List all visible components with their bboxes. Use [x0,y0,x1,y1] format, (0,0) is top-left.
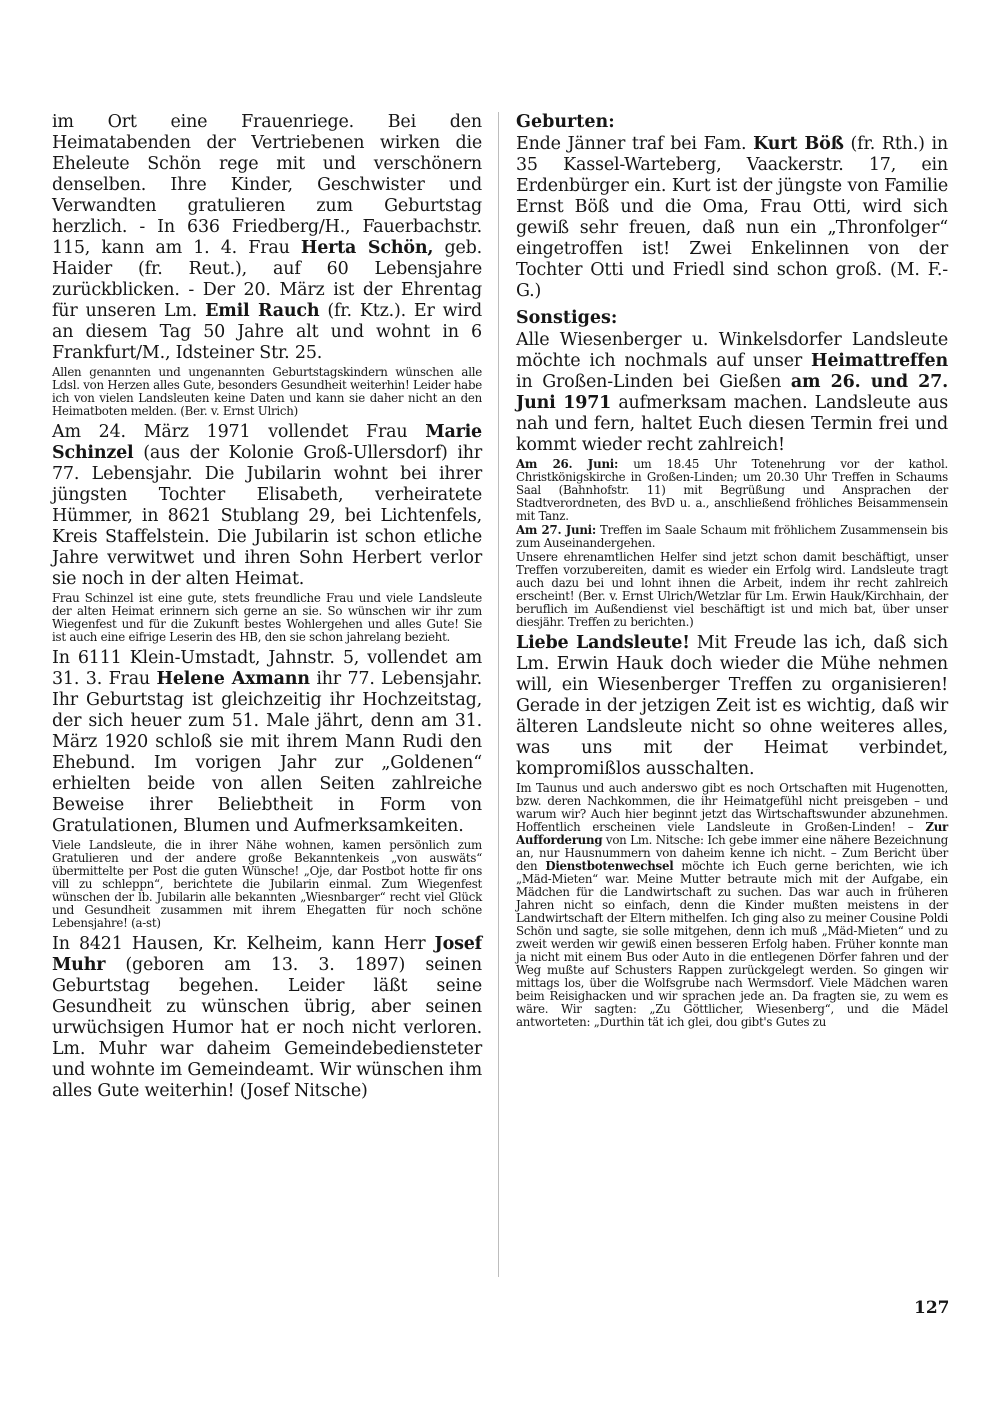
text-run: im Ort eine Frauenriege. Bei den Heimatabenden der Vertriebenen wirken die Eheleute Schön rege mit und verschönern denselben. Ihre Kinder, Geschwister und Verwandten gratulieren zum Geburtstag herzlich. - In 636 Friedberg/H., Fauerbachstr. 115, kann am 1. 4. Frau [52,112,482,258]
paragraph-frauenriege [52,112,482,364]
text-run: (fr. Rth.) in 35 Kassel-Warteberg, Vaackerstr. 17, ein Erdenbürger ein. Kurt ist der jüngste von Familie Ernst Böß und die Oma, Frau Otti, wird sich gewiß sehr freuen, daß nun ein „Thronfolger“ eingetroffen ist! Zwei Enkelinnen von der Tochter Otti und Friedl sind schon groß. (M. F.-G.) [516,134,949,301]
name-marie-schinzel: Marie Schinzel [52,422,482,463]
text-run: In 6111 Klein-Umstadt, Jahnstr. 5, vollendet am 31. 3. Frau [52,648,482,689]
paragraph-liebe-landsleute [516,633,948,780]
text-run: Im Taunus und auch anderswo gibt es noch Ortschaften mit Hugenotten, bzw. deren Nachkommen, die ihr Heimatgefühl nicht preisgeben – und warum wir? Auch hier beginnt jetzt das Wirtschaftswunder abzunehmen. Hoffentlich erscheinen viele Landsleute in Großen-Linden! – [516,781,948,834]
date-june: am 26. und 27. Juni 1971 [516,372,948,413]
text-run: Alle Wiesenberger u. Winkelsdorfer Landsleute möchte ich nochmals auf unser [516,330,948,371]
column-divider [498,112,499,1277]
text-run: Ende Jänner traf bei Fam. [516,134,754,154]
right-column [516,112,948,1033]
salutation: Liebe Landsleute! [516,633,690,653]
paragraph-helene-axmann [52,648,482,837]
paragraph-axmann-wishes: Viele Landsleute, die in ihrer Nähe wohnen, kamen persönlich zum Gratulieren und der andere große Bekanntenkeis „von auswäts“ übermittelte per Post die guten Wünsche! „Oje, dar Postbot hotte fir ons vill zu schleppn“, berichtete die Jubilarin einmal. Zum Wiegenfest wünschen der lb. Jubilarin alle bekannten „Wiesnbarger“ recht viel Glück und Gesundheit zusammen mit ihrem Ehegatten für noch schöne Lebensjahre! (a-st) [52,838,482,930]
name-helene-axmann: Helene Axmann [156,669,310,689]
paragraph-june-27 [516,524,948,550]
text-run: von Lm. Nitsche: Ich gebe immer eine nähere Bezeichnung an, nur Hausnummern von daheim kenne ich nicht. – Zum Bericht über den [516,833,948,873]
heading-births: Geburten: [516,112,615,132]
text-run: (fr. Ktz.). Er wird an diesem Tag 50 Jahre alt und wohnt in 6 Frankfurt/M., Idsteiner Str. 25. [52,301,482,363]
text-run: möchte ich Euch gerne berichten, wie ich „Mäd-Mieten“ war. Meine Mutter betraute mich mit der Aufgabe, ein Mädchen für die Landwirtschaft zu suchen. Das war auch in früheren Jahren nicht so einfach, denn die Kinder mußten meistens in der Landwirtschaft der Eltern mithelfen. Ich ging also zu meiner Cousine Poldi Schön und sagte, sie solle mitgehen, denn ich muß „Mäd-Mieten“ und zu zweit werden wir gewiß einen besseren Erfolg haben. Früher konnte man ja nicht mit einem Bus oder Auto in die entlegenen Dörfer fahren und der Weg mußte auf Schusters Rappen zurückgelegt werden. So gingen wir mittags los, über die Wolfsgrube nach Wermsdorf. Viele Mädchen waren beim Reisighacken und wir sprachen jede an. Da fragten sie, zu wem es wäre. Wir sagten: „Zu Göttlicher, Wiesenberg“, und die Mädel antworteten: „Durthin tät ich glei, dou gibt's Gutes zu [516,859,949,1029]
paragraph-june-26 [516,458,948,523]
text-run: in Großen-Linden bei Gießen [516,372,791,392]
name-kurt-boess: Kurt Böß [753,134,844,154]
paragraph-schinzel-wishes: Frau Schinzel ist eine gute, stets freundliche Frau und viele Landsleute der alten Heimat erinnern sich gerne an sie. So wünschen wir ihr zum Wiegenfest und für die Zukunft bestes Wohlergehen und alles Gute! Sie ist auch eine eifrige Leserin des HB, den sie schon jahrelang bezieht. [52,591,482,644]
text-run: um 18.45 Uhr Totenehrung vor der kathol. Christkönigskirche in Großen-Linden; um 20.30 Uhr Treffen in Schaums Saal (Bahnhofstr. 11) mit Begrüßung und Ansprachen der Stadtverordneten, des BvD u. a., anschließend fröhliches Beisammensein mit Tanz. [516,457,948,523]
name-josef-muhr: Josef Muhr [52,934,482,975]
paragraph-taunus [516,782,948,1029]
text-run: ihr 77. Lebensjahr. Ihr Geburtstag ist gleichzeitig ihr Hochzeitstag, der sich heuer zum 51. Male jährt, denn am 31. März 1920 schloß sie mit ihrem Mann Rudi den Ehebund. Im vorigen Jahr zur „Goldenen“ erhielten beide von allen Seiten zahlreiche Beweise ihrer Beliebtheit in Form von Gratulationen, Blumen und Aufmerksamkeiten. [52,669,482,836]
text-run: (aus der Kolonie Groß-Ullersdorf) ihr 77. Lebensjahr. Die Jubilarin wohnt bei ihrer jüngsten Tochter Elisabeth, verheiratete Hümmer, in 8621 Stublang 29, bei Lichtenfels, Kreis Staffelstein. Die Jubilarin ist schon etliche Jahre verwitwet und ihren Sohn Herbert verlor sie noch in der alten Heimat. [52,443,482,589]
text-run: Mit Freude las ich, daß sich Lm. Erwin Hauk doch wieder die Mühe nehmen will, ein Wiesenberger Treffen zu organisieren! Gerade in der jetzigen Zeit ist es wichtig, daß wir älteren Landsleute nicht so ohne weiteres alles, was uns mit der Heimat verbindet, kompromißlos ausschalten. [516,633,948,779]
text-run: aufmerksam machen. Landsleute aus nah und fern, haltet Euch diesen Termin frei und kommt wieder recht zahlreich! [516,393,948,455]
paragraph-kurt-boess [516,134,948,302]
text-run: Treffen im Saale Schaum mit fröhlichem Zusammensein bis zum Auseinandergehen. [516,523,948,550]
term-dienstbotenwechsel: Dienstbotenwechsel [545,859,674,873]
text-run: (geboren am 13. 3. 1897) seinen Geburtstag begehen. Leider läßt seine Gesundheit zu wünschen übrig, aber seinen urwüchsigen Humor hat er noch nicht verloren. Lm. Muhr war daheim Gemeindebediensteter und wohnte im Gemeindeamt. Wir wünschen ihm alles Gute weiterhin! (Josef Nitsche) [52,955,482,1101]
name-herta-schoen: Herta Schön, [300,238,434,258]
page-number: 127 [914,1298,950,1318]
paragraph-heimattreffen [516,330,948,456]
paragraph-marie-schinzel [52,422,482,590]
text-run: geb. Haider (fr. Reut.), auf 60 Lebensjahre zurückblicken. - Der 20. März ist der Ehrentag für unseren Lm. [52,238,482,321]
text-run: In 8421 Hausen, Kr. Kelheim, kann Herr [52,934,435,954]
label-june-26: Am 26. Juni: [516,457,619,471]
paragraph-josef-muhr [52,934,482,1102]
text-run: Am 24. März 1971 vollendet Frau [52,422,426,442]
term-heimattreffen: Heimattreffen [810,351,948,371]
paragraph-birthday-wishes: Allen genannten und ungenannten Geburtstagskindern wünschen alle Ldsl. von Herzen alles Gute, besonders Gesundheit weiterhin! Leider habe ich von vielen Landsleuten keine Daten und kann sie daher nicht an den Heimatboten melden. (Ber. v. Ernst Ulrich) [52,365,482,418]
paragraph-helpers: Unsere ehrenamtlichen Helfer sind jetzt schon damit beschäftigt, unser Treffen vorzubereiten, damit es wieder ein Erfolg wird. Landsleute tragt auch dazu bei und lohnt ihnen die Arbeit, indem ihr recht zahlreich erscheint! (Ber. v. Ernst Ulrich/Wetzlar für Lm. Erwin Hauk/Kirchhain, der beruflich im Außendienst viel beschäftigt ist und mich bat, über unser diesjähr. Treffen zu berichten.) [516,550,948,629]
left-column [52,112,482,1104]
name-emil-rauch: Emil Rauch [205,301,320,321]
heading-misc: Sonstiges: [516,308,618,328]
label-june-27: Am 27. Juni: [516,523,597,537]
term-aufforderung: Zur Aufforderung [516,820,948,847]
